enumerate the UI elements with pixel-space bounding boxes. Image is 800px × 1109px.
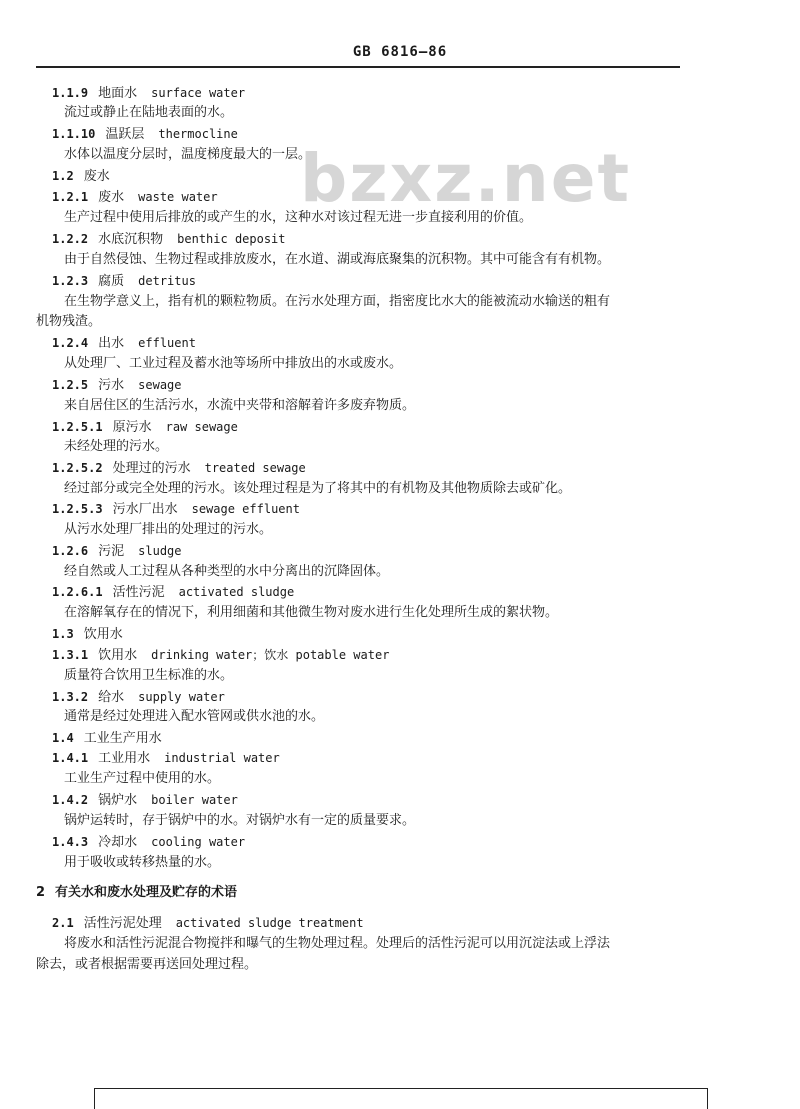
term-entry: [52, 167, 124, 186]
definition-text: 来自居住区的生活污水，水流中夹带和溶解着许多废弃物质。: [64, 398, 416, 413]
definition-text: 从污水处理厂排出的处理过的污水。: [64, 522, 273, 537]
definition-text: 经过部分或完全处理的污水。该处理过程是为了将其中的有机物及其他物质除去或矿化。: [64, 481, 572, 496]
term-entry: [52, 729, 176, 748]
term-english: activated sludge treatment: [175, 916, 364, 930]
term-number: 1.2.2: [52, 232, 89, 246]
definition-text: 流过或静止在陆地表面的水。: [64, 105, 234, 120]
term-english: activated sludge: [178, 585, 295, 599]
section-heading: [36, 884, 237, 902]
definition-text: 质量符合饮用卫生标准的水。: [64, 668, 234, 683]
term-entry: [52, 188, 218, 207]
definition-text: 经自然或人工过程从各种类型的水中分离出的沉降固体。: [64, 564, 390, 579]
term-english: detritus: [138, 274, 196, 288]
definition-text: 通常是经过处理进入配水管网或供水池的水。: [64, 709, 325, 724]
definition-text: 工业生产过程中使用的水。: [64, 771, 221, 786]
term-chinese: 污水: [98, 378, 125, 393]
term-number: 1.4.1: [52, 751, 89, 765]
term-chinese: 工业生产用水: [83, 731, 162, 746]
term-number: 1.4: [52, 731, 74, 745]
term-chinese: 饮用水: [83, 627, 123, 642]
term-chinese: 锅炉水: [98, 793, 138, 808]
term-chinese: 冷却水: [98, 835, 138, 850]
standard-number: GB 6816—86: [352, 44, 448, 60]
term-english: raw sewage: [165, 420, 238, 434]
definition-text: 由于自然侵蚀、生物过程或排放废水，在水道、湖或海底聚集的沉积物。其中可能含有有机物。: [64, 252, 611, 267]
term-number: 1.2.5.3: [52, 502, 103, 516]
term-chinese: 腐质: [98, 274, 125, 289]
term-number: 1.3.1: [52, 648, 89, 662]
term-entry: [52, 125, 238, 144]
term-chinese: 水底沉积物: [98, 232, 164, 247]
term-entry: [52, 376, 182, 395]
definition-text: 未经处理的污水。: [64, 439, 169, 454]
term-entry: [52, 791, 238, 810]
term-number: 1.2: [52, 169, 74, 183]
term-english: sewage effluent: [191, 502, 300, 516]
definition-text: 锅炉运转时，存于锅炉中的水。对锅炉水有一定的质量要求。: [64, 813, 416, 828]
term-english: thermocline: [158, 127, 238, 141]
definition-text: 在溶解氧存在的情况下，利用细菌和其他微生物对废水进行生化处理所生成的絮状物。: [64, 605, 559, 620]
term-number: 1.1.9: [52, 86, 89, 100]
term-entry: [52, 583, 294, 602]
term-english: cooling water: [151, 835, 246, 849]
term-number: 1.2.5.1: [52, 420, 103, 434]
term-english: sewage: [138, 378, 182, 392]
term-number: 1.2.1: [52, 190, 89, 204]
term-number: 1.2.6: [52, 544, 89, 558]
term-entry: [52, 542, 182, 561]
definition-continuation: 机物残渣。: [36, 314, 102, 329]
term-chinese: 饮用水: [98, 648, 138, 663]
term-chinese: 地面水: [98, 86, 138, 101]
term-english: treated sewage: [204, 461, 306, 475]
term-chinese: 出水: [98, 336, 125, 351]
term-chinese: 温跃层: [105, 127, 145, 142]
term-number: 1.3: [52, 627, 74, 641]
term-english: industrial water: [164, 751, 280, 765]
term-entry: [52, 230, 286, 249]
term-entry: [52, 500, 300, 519]
term-chinese: 原污水: [112, 420, 152, 435]
term-chinese: 有关水和废水处理及贮存的术语: [55, 885, 238, 900]
term-english: benthic deposit: [177, 232, 286, 246]
term-chinese: 工业用水: [98, 751, 151, 766]
term-entry: [52, 84, 245, 103]
term-number: 2.1: [52, 916, 74, 930]
term-english: effluent: [138, 336, 196, 350]
term-entry: [52, 459, 306, 478]
definition-text: 用于吸收或转移热量的水。: [64, 855, 221, 870]
header-rule: [36, 66, 680, 68]
term-chinese: 污水厂出水: [112, 502, 178, 517]
term-english: waste water: [138, 190, 218, 204]
term-number: 1.2.5.2: [52, 461, 103, 475]
term-entry: [52, 749, 280, 768]
term-english: boiler water: [151, 793, 238, 807]
term-entry: [52, 646, 389, 665]
term-entry: [52, 272, 196, 291]
definition-text: 生产过程中使用后排放的或产生的水，这种水对该过程无进一步直接利用的价值。: [64, 210, 533, 225]
term-chinese: 给水: [98, 690, 125, 705]
term-entry: [52, 334, 196, 353]
definition-text: 水体以温度分层时，温度梯度最大的一层。: [64, 147, 312, 162]
term-entry: [52, 914, 364, 933]
term-number: 2: [36, 885, 46, 900]
footer-frame: [94, 1088, 708, 1109]
term-number: 1.3.2: [52, 690, 89, 704]
definition-continuation: 除去，或者根据需要再送回处理过程。: [36, 957, 258, 972]
term-english: sludge: [138, 544, 182, 558]
term-number: 1.4.2: [52, 793, 89, 807]
term-english: drinking water；饮水 potable water: [151, 648, 390, 662]
term-number: 1.2.5: [52, 378, 89, 392]
term-chinese: 处理过的污水: [112, 461, 191, 476]
term-english: supply water: [138, 690, 225, 704]
term-number: 1.2.6.1: [52, 585, 103, 599]
term-chinese: 活性污泥: [112, 585, 165, 600]
definition-text: 在生物学意义上，指有机的颗粒物质。在污水处理方面，指密度比水大的能被流动水输送的粗有: [64, 294, 611, 309]
term-entry: [52, 833, 245, 852]
term-chinese: 废水: [83, 169, 110, 184]
definition-text: 将废水和活性污泥混合物搅拌和曝气的生物处理过程。处理后的活性污泥可以用沉淀法或上浮法: [64, 936, 611, 951]
term-chinese: 污泥: [98, 544, 125, 559]
term-entry: [52, 418, 238, 437]
definition-text: 从处理厂、工业过程及蓄水池等场所中排放出的水或废水。: [64, 356, 403, 371]
term-number: 1.2.3: [52, 274, 89, 288]
term-chinese: 废水: [98, 190, 125, 205]
term-number: 1.2.4: [52, 336, 89, 350]
term-english: surface water: [151, 86, 246, 100]
term-number: 1.1.10: [52, 127, 96, 141]
term-number: 1.4.3: [52, 835, 89, 849]
watermark: bzxz.net: [300, 140, 632, 217]
term-entry: [52, 625, 137, 644]
term-entry: [52, 688, 225, 707]
term-chinese: 活性污泥处理: [83, 916, 162, 931]
